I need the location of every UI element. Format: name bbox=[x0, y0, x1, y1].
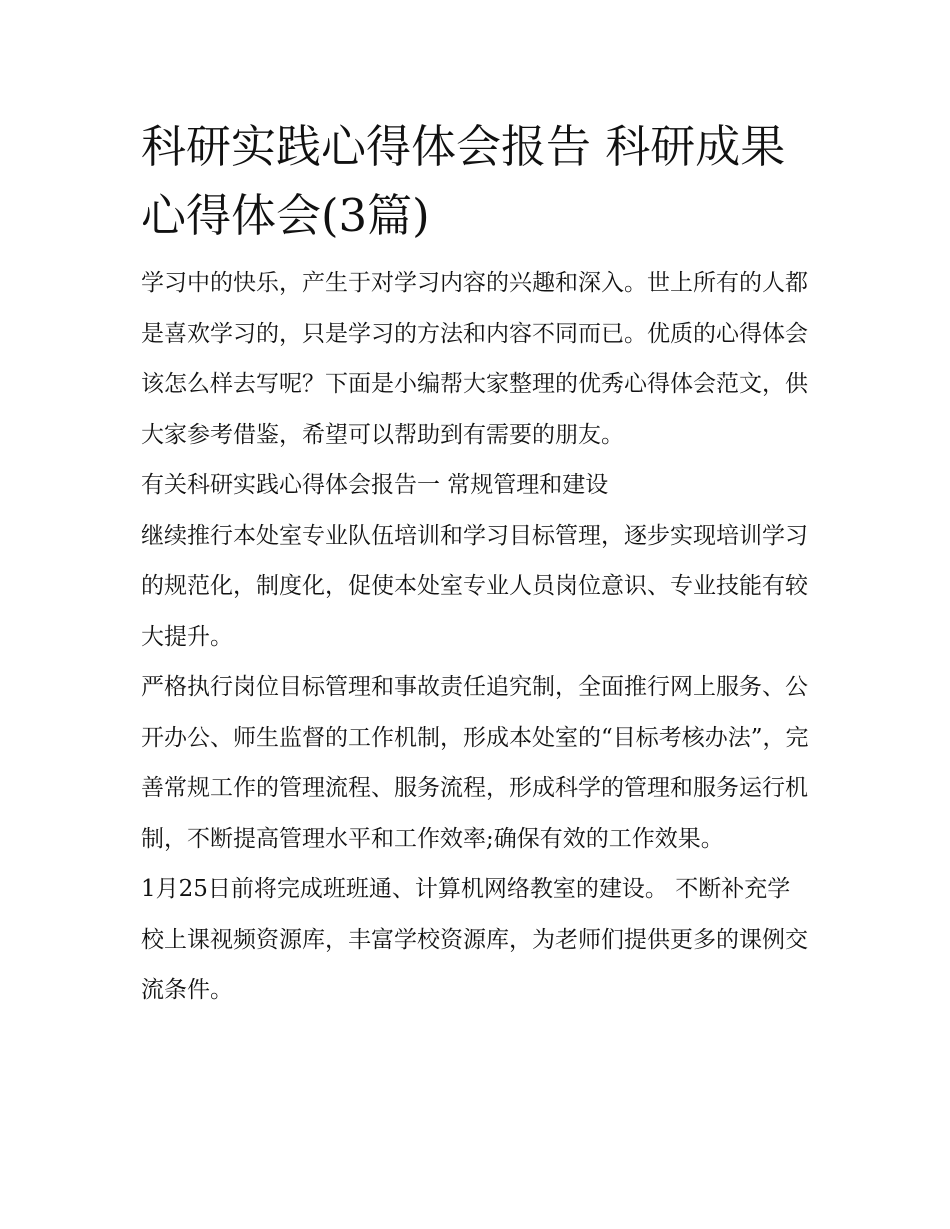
document-title: 科研实践心得体会报告 科研成果心得体会(3篇) bbox=[141, 120, 786, 242]
body-paragraph: 严格执行岗位目标管理和事故责任追究制，全面推行网上服务、公开办公、师生监督的工作机制，形成本处室的“目标考核办法”，完善常规工作的管理流程、服务流程，形成科学的管理和服务运行机制，不断提高管理水平和工作效率;确保有效的工作效果。 bbox=[141, 674, 809, 852]
document-body bbox=[141, 258, 813, 1016]
intro-paragraph: 学习中的快乐，产生于对学习内容的兴趣和深入。世上所有的人都是喜欢学习的，只是学习的方法和内容不同而已。优质的心得体会该怎么样去写呢？下面是小编帮大家整理的优秀心得体会范文，供大家参考借鉴，希望可以帮助到有需要的朋友。 bbox=[141, 270, 808, 448]
section-heading: 有关科研实践心得体会报告一 常规管理和建设 bbox=[141, 472, 609, 498]
document-content bbox=[141, 112, 813, 1016]
body-paragraph: 继续推行本处室专业队伍培训和学习目标管理，逐步实现培训学习的规范化，制度化，促使本处室专业人员岗位意识、专业技能有较大提升。 bbox=[141, 522, 808, 650]
body-paragraph: 1月25日前将完成班班通、计算机网络教室的建设。 不断补充学校上课视频资源库，丰富学校资源库，为老师们提供更多的课例交流条件。 bbox=[141, 876, 808, 1003]
